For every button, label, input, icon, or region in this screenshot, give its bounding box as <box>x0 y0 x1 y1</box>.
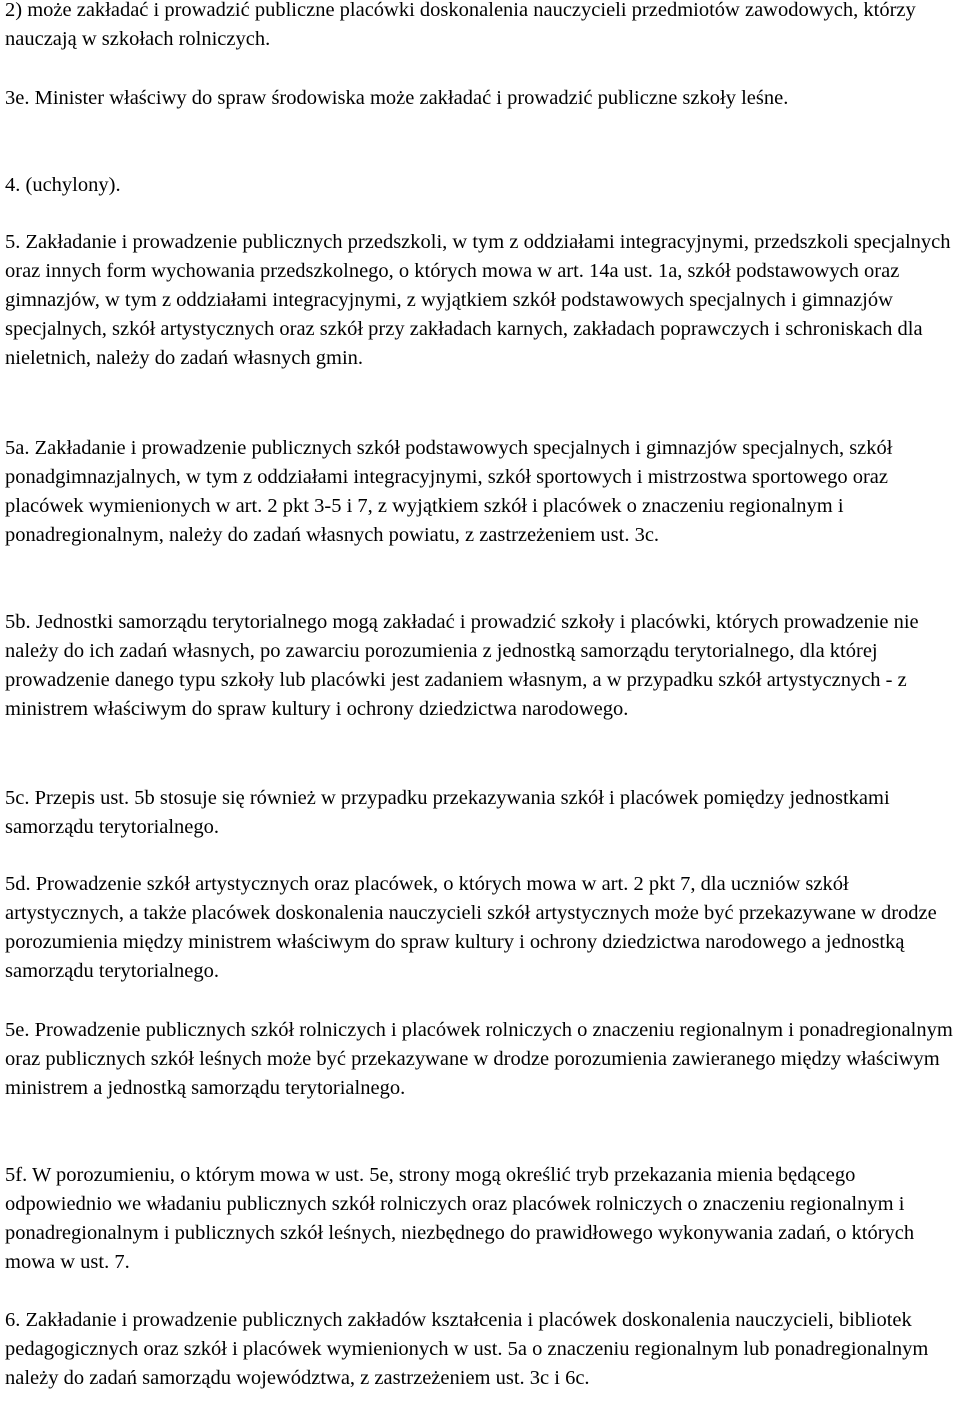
paragraph-5b: 5b. Jednostki samorządu terytorialnego mogą zakładać i prowadzić szkoły i placówki, których prowadzenie nie należy do ich zadań własnych, po zawarciu porozumienia z jednostką samorządu terytorialnego, dla której prowadzenie danego typu szkoły lub placówki jest zadaniem własnym, a w przypadku szkół artystycznych - z ministrem właściwym do spraw kultury i ochrony dziedzictwa narodowego. <box>5 611 919 720</box>
paragraph-6: 6. Zakładanie i prowadzenie publicznych zakładów kształcenia i placówek doskonalenia nauczycieli, bibliotek pedagogicznych oraz szkół i placówek wymienionych w ust. 5a o znaczeniu regionalnym lub ponadregionalnym należy do zadań samorządu województwa, z zastrzeżeniem ust. 3c i 6c. <box>5 1309 929 1389</box>
paragraph-5f: 5f. W porozumieniu, o którym mowa w ust. 5e, strony mogą określić tryb przekazania mienia będącego odpowiednio we władaniu publicznych szkół rolniczych oraz placówek rolniczych o znaczeniu regionalnym i ponadregionalnym i publicznych szkół leśnych, niezbędnego do prawidłowego wykonywania zadań, o których mowa w ust. 7. <box>5 1164 915 1273</box>
paragraph-5d: 5d. Prowadzenie szkół artystycznych oraz placówek, o których mowa w art. 2 pkt 7, dla uczniów szkół artystycznych, a także placówek doskonalenia nauczycieli szkół artystycznych może być przekazywane w drodze porozumienia między ministrem właściwym do spraw kultury i ochrony dziedzictwa narodowego a jednostką samorządu terytorialnego. <box>5 873 937 982</box>
paragraph-4: 4. (uchylony). <box>5 174 121 196</box>
paragraph-3e: 3e. Minister właściwy do spraw środowiska może zakładać i prowadzić publiczne szkoły leśne. <box>5 87 789 109</box>
paragraph-5a: 5a. Zakładanie i prowadzenie publicznych szkół podstawowych specjalnych i gimnazjów specjalnych, szkół ponadgimnazjalnych, w tym z oddziałami integracyjnymi, szkół sportowych i mistrzostwa sportowego oraz placówek wymienionych w art. 2 pkt 3-5 i 7, z wyjątkiem szkół i placówek o znaczeniu regionalnym i ponadregionalnym, należy do zadań własnych powiatu, z zastrzeżeniem ust. 3c. <box>5 437 893 546</box>
paragraph-5: 5. Zakładanie i prowadzenie publicznych przedszkoli, w tym z oddziałami integracyjnymi, przedszkoli specjalnych oraz innych form wychowania przedszkolnego, o których mowa w art. 14a ust. 1a, szkół podstawowych oraz gimnazjów, w tym z oddziałami integracyjnymi, z wyjątkiem szkół podstawowych specjalnych i gimnazjów specjalnych, szkół artystycznych oraz szkół przy zakładach karnych, zakładach poprawczych i schroniskach dla nieletnich, należy do zadań własnych gmin. <box>5 231 951 369</box>
paragraph-5e: 5e. Prowadzenie publicznych szkół rolniczych i placówek rolniczych o znaczeniu regionalnym i ponadregionalnym oraz publicznych szkół leśnych może być przekazywane w drodze porozumienia zawieranego między właściwym ministrem a jednostką samorządu terytorialnego. <box>5 1019 953 1099</box>
paragraph-5c: 5c. Przepis ust. 5b stosuje się również w przypadku przekazywania szkół i placówek pomiędzy jednostkami samorządu terytorialnego. <box>5 787 890 838</box>
paragraph-2-item: 2) może zakładać i prowadzić publiczne placówki doskonalenia nauczycieli przedmiotów zawodowych, którzy nauczają w szkołach rolniczych. <box>5 0 916 50</box>
